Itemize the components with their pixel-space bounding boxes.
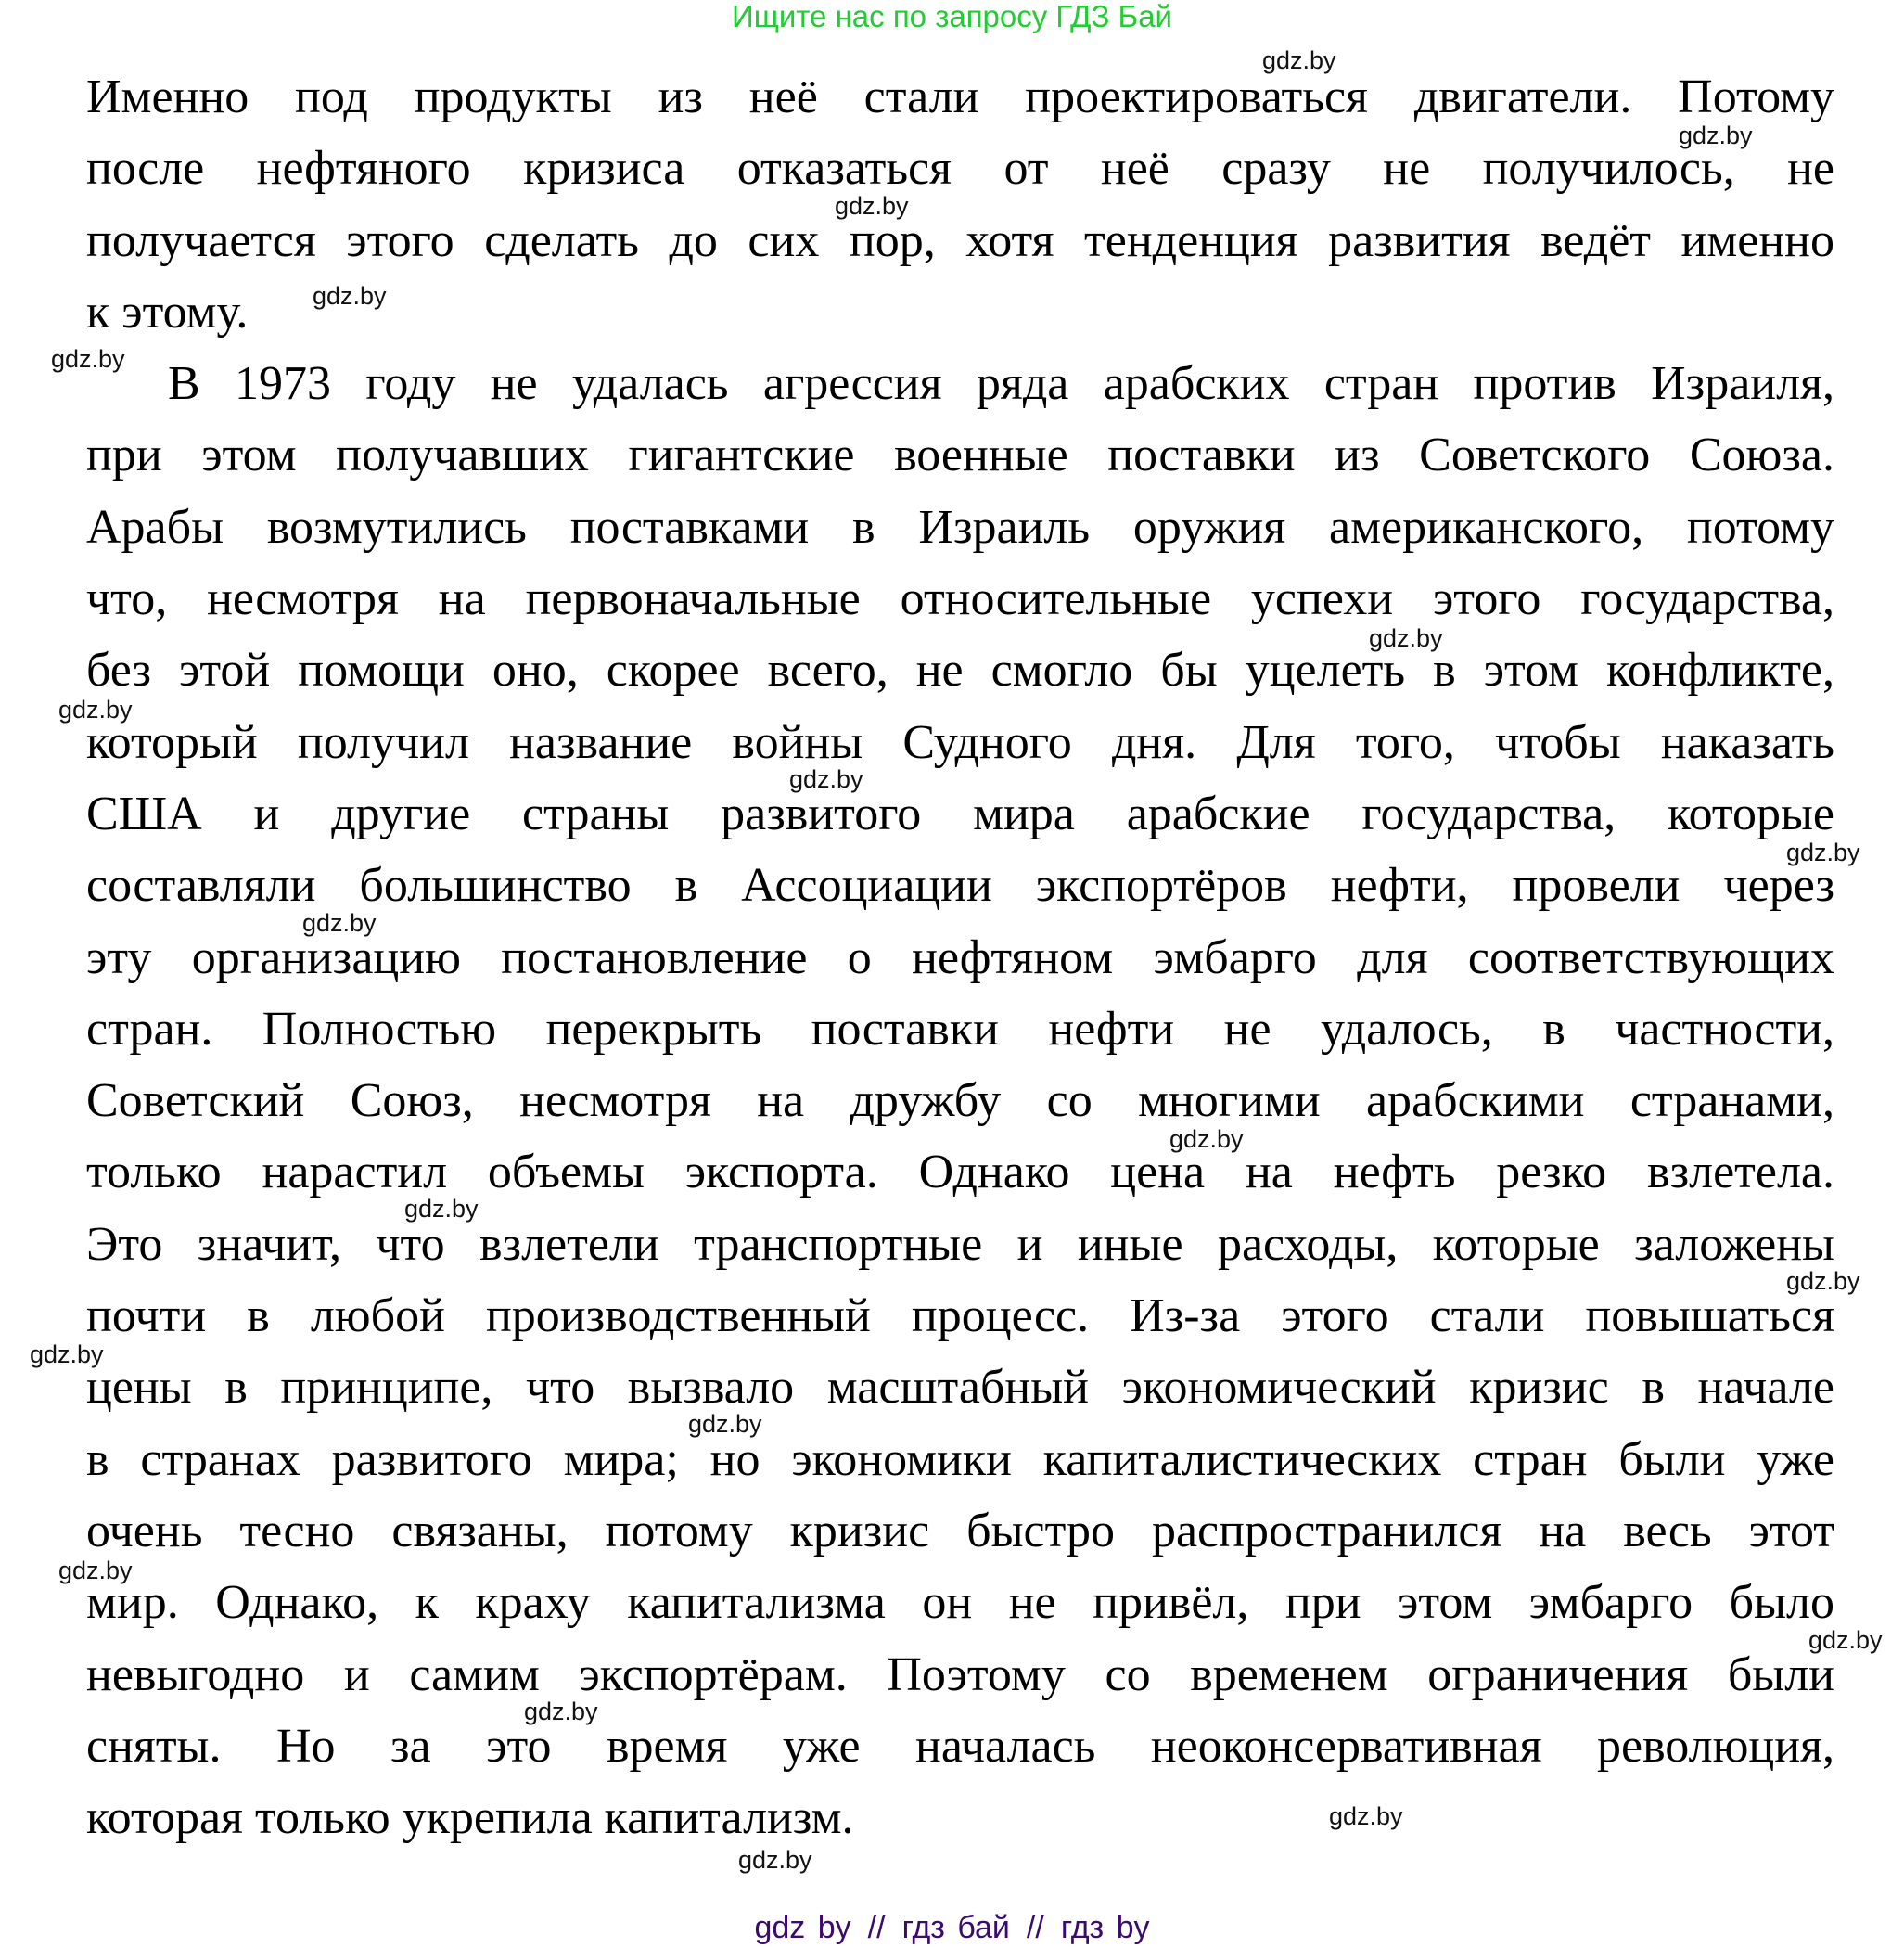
search-banner: Ищите нас по запросу ГДЗ Бай bbox=[732, 0, 1172, 33]
watermark: gdz.by bbox=[404, 1195, 479, 1223]
footer-link-gdz-by[interactable]: gdz by bbox=[754, 1910, 851, 1945]
watermark: gdz.by bbox=[58, 1557, 133, 1584]
text-line: стран. Полностью перекрыть поставки нефти не удалось, в частности, bbox=[86, 1002, 1834, 1056]
text-line: который получил название войны Судного дня. Для того, чтобы наказать bbox=[86, 715, 1834, 769]
text-line: сняты. Но за это время уже началась неоконсервативная революция, bbox=[86, 1719, 1834, 1773]
watermark: gdz.by bbox=[302, 909, 377, 937]
watermark: gdz.by bbox=[51, 345, 125, 373]
watermark: gdz.by bbox=[313, 282, 387, 310]
text-line: только нарастил объемы экспорта. Однако цена на нефть резко взлетела. bbox=[86, 1146, 1834, 1199]
text-line: очень тесно связаны, потому кризис быстро распространился на весь этот bbox=[86, 1504, 1834, 1557]
text-line: цены в принципе, что вызвало масштабный экономический кризис в начале bbox=[86, 1361, 1834, 1415]
text-line: без этой помощи оно, скорее всего, не смогло бы уцелеть в этом конфликте, bbox=[86, 644, 1834, 698]
footer-link-gdz-by-cyr[interactable]: гдз by bbox=[1060, 1910, 1150, 1945]
text-line: получается этого сделать до сих пор, хотя тенденция развития ведёт именно bbox=[86, 213, 1834, 267]
watermark: gdz.by bbox=[524, 1698, 598, 1725]
text-line: которая только укрепила капитализм. bbox=[86, 1791, 854, 1845]
watermark: gdz.by bbox=[835, 192, 909, 220]
watermark: gdz.by bbox=[30, 1340, 104, 1368]
footer-separator: // bbox=[1026, 1910, 1044, 1945]
watermark: gdz.by bbox=[1369, 624, 1443, 652]
text-line: В 1973 году не удалась агрессия ряда арабских стран против Израиля, bbox=[168, 357, 1834, 411]
text-line: что, несмотря на первоначальные относительные успехи этого государства, bbox=[86, 572, 1834, 626]
watermark: gdz.by bbox=[1169, 1125, 1244, 1153]
text-line: США и другие страны развитого мира арабские государства, которые bbox=[86, 787, 1834, 840]
watermark: gdz.by bbox=[58, 696, 133, 724]
text-line: Это значит, что взлетели транспортные и иные расходы, которые заложены bbox=[86, 1217, 1834, 1271]
watermark: gdz.by bbox=[688, 1410, 762, 1438]
text-line: после нефтяного кризиса отказаться от неё сразу не получилось, не bbox=[86, 142, 1834, 196]
text-line: к этому. bbox=[86, 285, 249, 339]
footer-links bbox=[0, 1911, 1904, 1944]
text-line: почти в любой производственный процесс. Из-за этого стали повышаться bbox=[86, 1289, 1834, 1343]
text-line: составляли большинство в Ассоциации экспортёров нефти, провели через bbox=[86, 859, 1834, 913]
watermark: gdz.by bbox=[1679, 122, 1753, 149]
watermark: gdz.by bbox=[1786, 839, 1860, 866]
watermark: gdz.by bbox=[789, 765, 863, 793]
watermark: gdz.by bbox=[1786, 1267, 1860, 1295]
text-line: мир. Однако, к краху капитализма он не привёл, при этом эмбарго было bbox=[86, 1576, 1834, 1630]
footer-link-gdz-bai[interactable]: гдз бай bbox=[901, 1910, 1010, 1945]
watermark: gdz.by bbox=[1262, 46, 1336, 74]
footer-separator: // bbox=[867, 1910, 886, 1945]
document-body bbox=[86, 61, 1834, 1853]
text-line: эту организацию постановление о нефтяном эмбарго для соответствующих bbox=[86, 930, 1834, 984]
text-line: Арабы возмутились поставками в Израиль оружия американского, потому bbox=[86, 500, 1834, 554]
text-line: Советский Союз, несмотря на дружбу со многими арабскими странами, bbox=[86, 1074, 1834, 1128]
watermark: gdz.by bbox=[738, 1846, 812, 1874]
text-line: в странах развитого мира; но экономики капиталистических стран были уже bbox=[86, 1432, 1834, 1486]
watermark: gdz.by bbox=[1808, 1626, 1883, 1654]
text-line: Именно под продукты из неё стали проектироваться двигатели. Потому bbox=[86, 70, 1834, 123]
watermark: gdz.by bbox=[1329, 1802, 1403, 1830]
text-line: невыгодно и самим экспортёрам. Поэтому со временем ограничения были bbox=[86, 1647, 1834, 1701]
text-line: при этом получавших гигантские военные поставки из Советского Союза. bbox=[86, 429, 1834, 482]
